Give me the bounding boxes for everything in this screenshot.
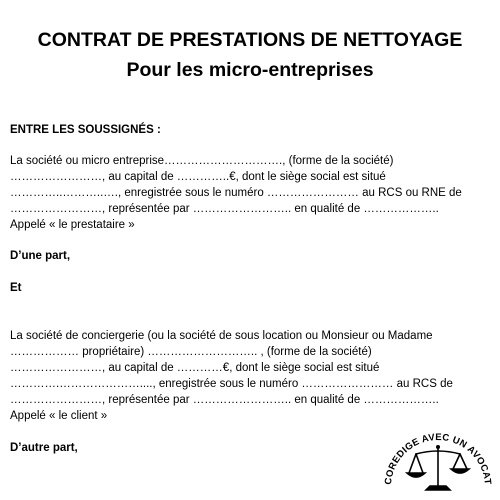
party1-line: Appelé « le prestataire » bbox=[10, 219, 135, 231]
une-part-label: D’une part, bbox=[10, 250, 71, 262]
party2-line: La société de conciergerie (ou la société de sous location ou Monsieur ou Madame bbox=[10, 330, 433, 342]
document-title: CONTRAT DE PRESTATIONS DE NETTOYAGE bbox=[37, 29, 463, 51]
party2-line: ………….…………………...., enregistrée sous le numéro …………………… au RCS de bbox=[10, 378, 453, 390]
party1-line: ……………………, au capital de …………..€, dont le siège social est situé bbox=[10, 171, 386, 183]
scales-of-justice-icon bbox=[407, 445, 469, 490]
party2-line: Appelé « le client » bbox=[10, 410, 108, 422]
document-subtitle: Pour les micro-entreprises bbox=[126, 59, 374, 81]
party1-line: …………..………..…., enregistrée sous le numéro …………………… au RCS ou RNE de bbox=[10, 187, 462, 199]
section-heading: ENTRE LES SOUSSIGNÉS : bbox=[10, 124, 161, 136]
et-label: Et bbox=[10, 282, 22, 294]
party2-line: ……………………, au capital de …………€, dont le siège social est situé bbox=[10, 362, 380, 374]
autre-part-label: D’autre part, bbox=[10, 442, 78, 454]
avocat-seal bbox=[378, 413, 496, 495]
party2-line: ……………………, représentée par …………………….. en qualité de ……………….. bbox=[10, 394, 439, 406]
party1-line: La société ou micro entreprise…………………………., (forme de la société) bbox=[10, 155, 394, 167]
party1-line: ……………………, représentée par …………………….. en qualité de ……………….. bbox=[10, 203, 439, 215]
party2-line: ……………… propriétaire) ……………………….. , (forme de la société) bbox=[10, 346, 372, 358]
seal-text: COREDIGE AVEC UN AVOCAT bbox=[382, 431, 494, 486]
